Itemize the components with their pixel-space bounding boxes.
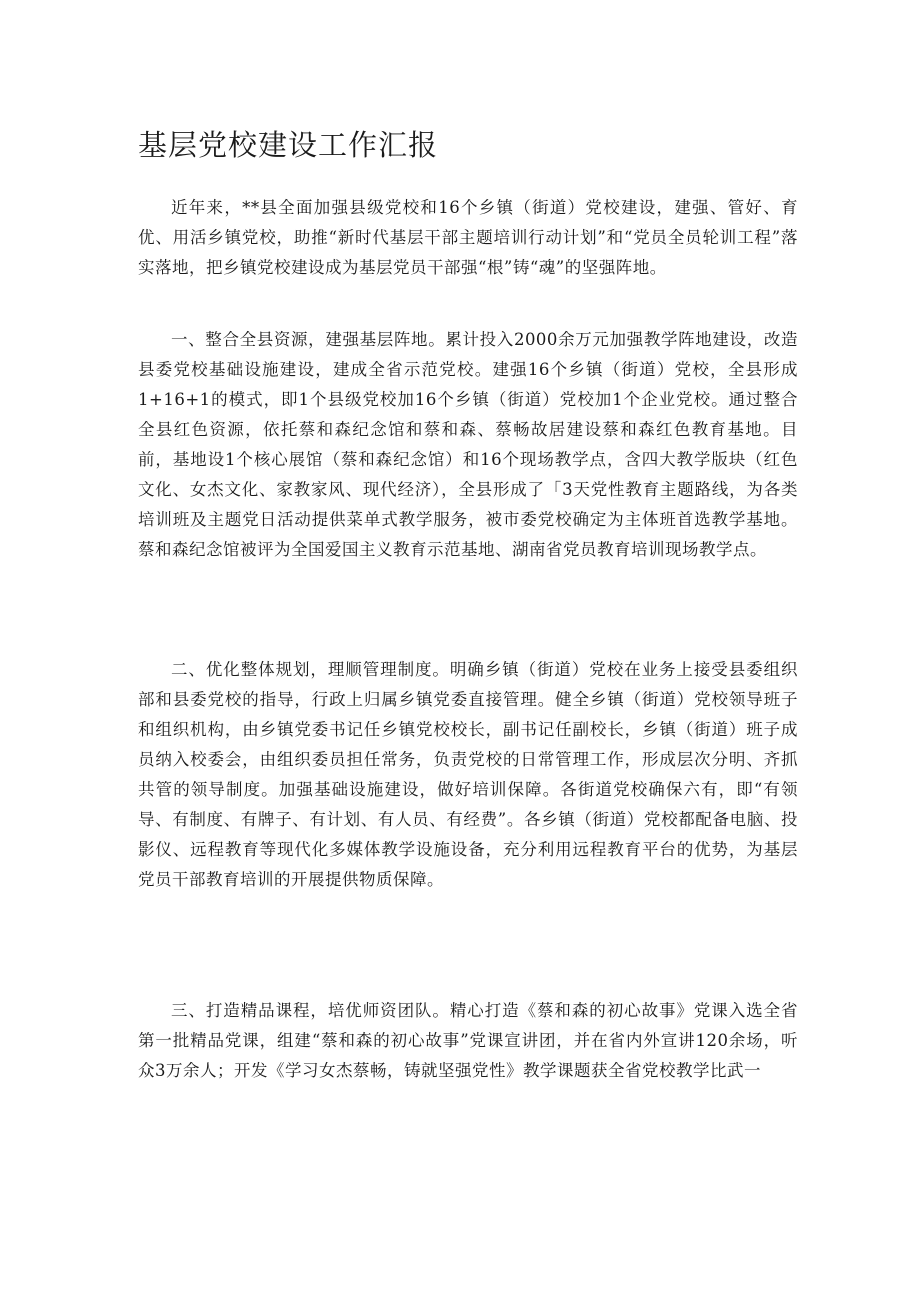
document-title: 基层党校建设工作汇报	[138, 128, 439, 162]
paragraph-section-1: 一、整合全县资源，建强基层阵地。累计投入2000余万元加强教学阵地建设，改造县委党校基础设施建设，建成全省示范党校。建强16个乡镇（街道）党校，全县形成1+16+1的模式，即1个县级党校加16个乡镇（街道）党校加1个企业党校。通过整合全县红色资源，依托蔡和森纪念馆和蔡和森、蔡畅故居建设蔡和森红色教育基地。目前，基地设1个核心展馆（蔡和森纪念馆）和16个现场教学点，含四大教学版块（红色文化、女杰文化、家教家风、现代经济），全县形成了「3天党性教育主题路线，为各类培训班及主题党日活动提供菜单式教学服务，被市委党校确定为主体班首选教学基地。蔡和森纪念馆被评为全国爱国主义教育示范基地、湖南省党员教育培训现场教学点。	[138, 330, 798, 559]
paragraph-intro: 近年来，**县全面加强县级党校和16个乡镇（街道）党校建设，建强、管好、育优、用活乡镇党校，助推“新时代基层干部主题培训行动计划”和“党员全员轮训工程”落实落地，把乡镇党校建设成为基层党员干部强“根”铸“魂”的坚强阵地。	[138, 198, 798, 277]
paragraph-section-2: 二、优化整体规划，理顺管理制度。明确乡镇（街道）党校在业务上接受县委组织部和县委党校的指导，行政上归属乡镇党委直接管理。健全乡镇（街道）党校领导班子和组织机构，由乡镇党委书记任乡镇党校校长，副书记任副校长，乡镇（街道）班子成员纳入校委会，由组织委员担任常务，负责党校的日常管理工作，形成层次分明、齐抓共管的领导制度。加强基础设施建设，做好培训保障。各街道党校确保六有，即“有领导、有制度、有牌子、有计划、有人员、有经费”。各乡镇（街道）党校都配备电脑、投影仪、远程教育等现代化多媒体教学设施设备，充分利用远程教育平台的优势，为基层党员干部教育培训的开展提供物质保障。	[138, 660, 798, 889]
paragraph-section-3: 三、打造精品课程，培优师资团队。精心打造《蔡和森的初心故事》党课入选全省第一批精品党课，组建“蔡和森的初心故事”党课宣讲团，并在省内外宣讲120余场，听众3万余人；开发《学习女杰蔡畅，铸就坚强党性》教学课题获全省党校教学比武一	[138, 1001, 798, 1080]
